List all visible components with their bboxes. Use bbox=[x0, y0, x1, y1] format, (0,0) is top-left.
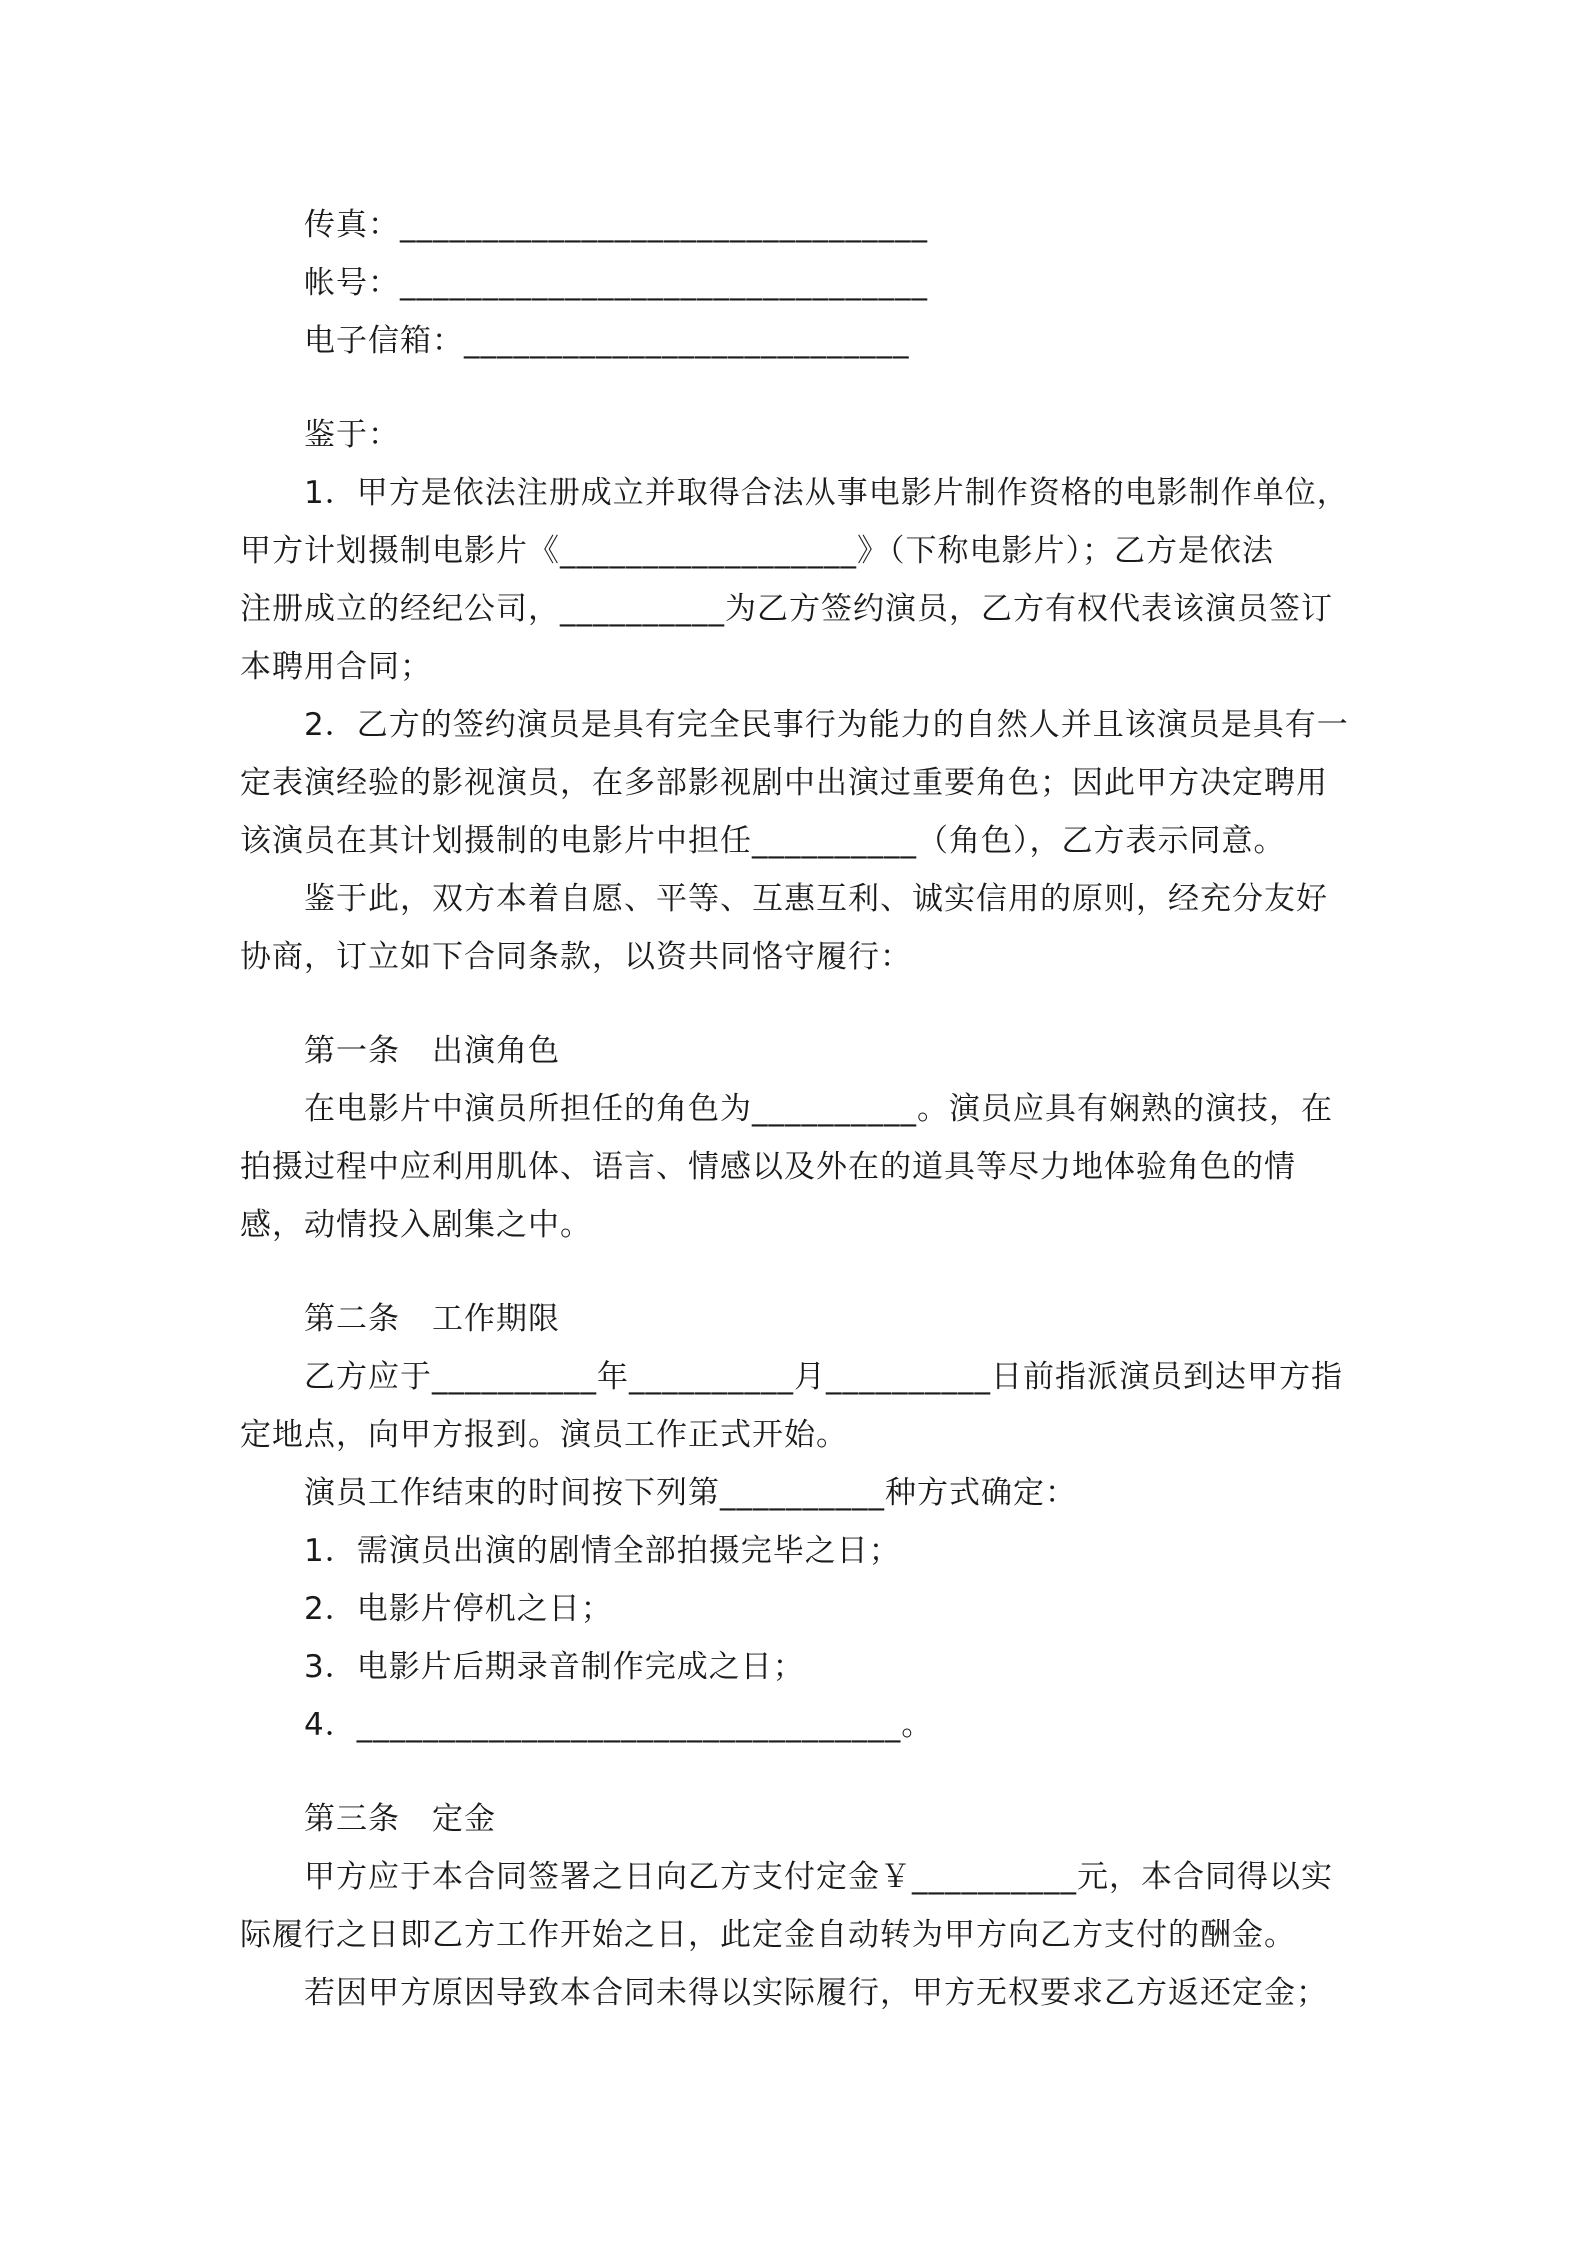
whereas-title: 鉴于： bbox=[304, 417, 400, 453]
paragraph-line: 定地点，向甲方报到。演员工作正式开始。 bbox=[240, 1417, 848, 1453]
spacer bbox=[240, 1754, 1356, 1790]
spacer bbox=[240, 1254, 1356, 1290]
paragraph-line: 本聘用合同； bbox=[240, 649, 432, 685]
whereas-conclusion bbox=[240, 870, 1356, 986]
paragraph-line: 在电影片中演员所担任的角色为__________。演员应具有娴熟的演技，在 bbox=[304, 1091, 1333, 1127]
whereas-item-1 bbox=[240, 464, 1356, 696]
paragraph-line: 际履行之日即乙方工作开始之日，此定金自动转为甲方向乙方支付的酬金。 bbox=[240, 1917, 1296, 1953]
paragraph-line: 该演员在其计划摄制的电影片中担任__________（角色），乙方表示同意。 bbox=[240, 823, 1286, 859]
paragraph-line: 拍摄过程中应利用肌体、语言、情感以及外在的道具等尽力地体验角色的情 bbox=[240, 1149, 1296, 1185]
paragraph-line: 感，动情投入剧集之中。 bbox=[240, 1207, 592, 1243]
paragraph-line: 2．乙方的签约演员是具有完全民事行为能力的自然人并且该演员是具有一 bbox=[304, 707, 1349, 743]
paragraph-line: 注册成立的经纪公司，__________为乙方签约演员，乙方有权代表该演员签订 bbox=[240, 591, 1333, 627]
paragraph-line: 演员工作结束的时间按下列第__________种方式确定： bbox=[304, 1475, 1077, 1511]
article-2-body bbox=[240, 1348, 1356, 1754]
article-3-heading: 第三条 定金 bbox=[304, 1801, 496, 1837]
article-3-body bbox=[240, 1848, 1356, 2022]
paragraph-line: 若因甲方原因导致本合同未得以实际履行，甲方无权要求乙方返还定金； bbox=[304, 1975, 1328, 2011]
paragraph-line: 甲方应于本合同签署之日向乙方支付定金￥__________元，本合同得以实 bbox=[304, 1859, 1333, 1895]
whereas-item-2 bbox=[240, 696, 1356, 870]
account-field: 帐号：________________________________ bbox=[304, 265, 928, 301]
paragraph-line: 定表演经验的影视演员，在多部影视剧中出演过重要角色；因此甲方决定聘用 bbox=[240, 765, 1328, 801]
list-item: 1．需演员出演的剧情全部拍摄完毕之日； bbox=[304, 1533, 901, 1569]
article-2-heading: 第二条 工作期限 bbox=[304, 1301, 560, 1337]
list-item: 4．_________________________________。 bbox=[304, 1707, 934, 1743]
spacer bbox=[240, 986, 1356, 1022]
list-item: 3．电影片后期录音制作完成之日； bbox=[304, 1649, 805, 1685]
paragraph-line: 协商，订立如下合同条款，以资共同恪守履行： bbox=[240, 939, 912, 975]
article-1-heading: 第一条 出演角色 bbox=[304, 1033, 560, 1069]
article-1-body bbox=[240, 1080, 1356, 1254]
spacer bbox=[240, 370, 1356, 406]
paragraph-line: 乙方应于__________年__________月__________日前指派演员到达甲方指 bbox=[304, 1359, 1343, 1395]
paragraph-line: 鉴于此，双方本着自愿、平等、互惠互利、诚实信用的原则，经充分友好 bbox=[304, 881, 1328, 917]
paragraph-line: 1．甲方是依法注册成立并取得合法从事电影片制作资格的电影制作单位， bbox=[304, 475, 1349, 511]
fax-field: 传真：________________________________ bbox=[304, 207, 928, 243]
list-item: 2．电影片停机之日； bbox=[304, 1591, 613, 1627]
email-field: 电子信箱：___________________________ bbox=[304, 323, 910, 359]
paragraph-line: 甲方计划摄制电影片《__________________》（下称电影片）；乙方是依法 bbox=[240, 533, 1274, 569]
